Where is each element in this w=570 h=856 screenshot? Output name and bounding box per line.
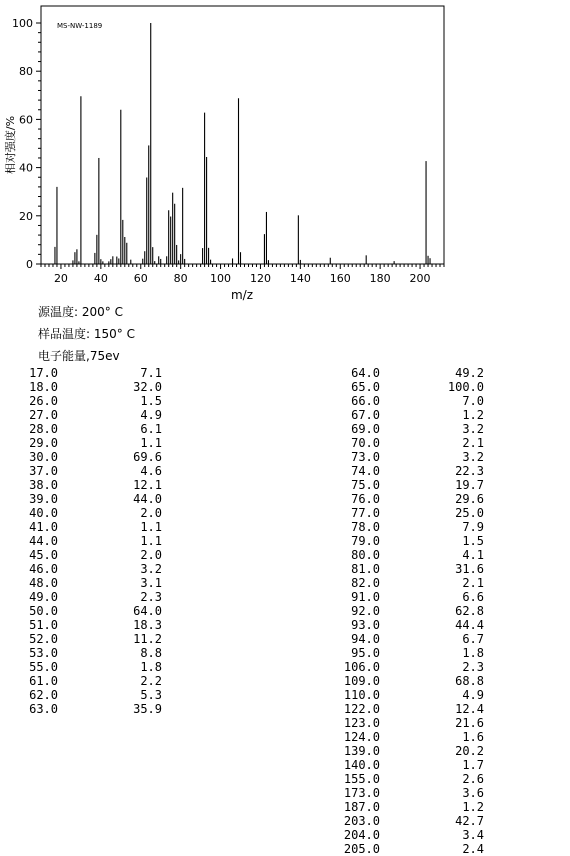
peak-mz: 106.0 bbox=[343, 660, 380, 674]
peak-mz: 203.0 bbox=[343, 814, 380, 828]
peak-row bbox=[334, 464, 484, 478]
peak-mz: 66.0 bbox=[351, 394, 380, 408]
spectrum-bars bbox=[55, 23, 430, 264]
peak-mz: 18.0 bbox=[29, 380, 58, 394]
peak-row bbox=[334, 674, 484, 688]
peak-row bbox=[334, 366, 484, 380]
peak-mz: 123.0 bbox=[343, 716, 380, 730]
peak-table-left bbox=[12, 366, 162, 716]
peak-mz: 80.0 bbox=[351, 548, 380, 562]
peak-mz: 55.0 bbox=[29, 660, 58, 674]
peak-mz: 73.0 bbox=[351, 450, 380, 464]
axis-ticks bbox=[12, 17, 444, 285]
x-tick-label: 180 bbox=[369, 272, 391, 285]
peak-mz: 122.0 bbox=[343, 702, 380, 716]
peak-intensity: 69.6 bbox=[133, 450, 162, 464]
peak-table-right bbox=[334, 366, 484, 856]
peak-row bbox=[334, 688, 484, 702]
x-tick-label: 80 bbox=[173, 272, 188, 285]
peak-row bbox=[334, 394, 484, 408]
peak-row bbox=[12, 520, 162, 534]
peak-row bbox=[334, 772, 484, 786]
peak-mz: 204.0 bbox=[343, 828, 380, 842]
sample-temperature: 样品温度: 150° C bbox=[38, 327, 135, 341]
peak-mz: 79.0 bbox=[351, 534, 380, 548]
peak-intensity: 62.8 bbox=[455, 604, 484, 618]
peak-row bbox=[334, 744, 484, 758]
peak-row bbox=[12, 422, 162, 436]
peak-mz: 62.0 bbox=[29, 688, 58, 702]
peak-row bbox=[334, 730, 484, 744]
peak-mz: 77.0 bbox=[351, 506, 380, 520]
peak-row bbox=[334, 604, 484, 618]
peak-intensity: 68.8 bbox=[455, 674, 484, 688]
peak-mz: 76.0 bbox=[351, 492, 380, 506]
plot-frame bbox=[41, 6, 444, 264]
peak-intensity: 22.3 bbox=[455, 464, 484, 478]
peak-intensity: 11.2 bbox=[133, 632, 162, 646]
peak-intensity: 1.6 bbox=[462, 730, 484, 744]
peak-intensity: 1.1 bbox=[140, 534, 162, 548]
x-axis-label: m/z bbox=[230, 288, 254, 302]
peak-intensity: 32.0 bbox=[133, 380, 162, 394]
peak-mz: 44.0 bbox=[29, 534, 58, 548]
peak-intensity: 1.5 bbox=[140, 394, 162, 408]
peak-mz: 81.0 bbox=[351, 562, 380, 576]
y-tick-label: 0 bbox=[26, 258, 33, 271]
peak-intensity: 64.0 bbox=[133, 604, 162, 618]
x-tick-label: 160 bbox=[329, 272, 351, 285]
peak-mz: 109.0 bbox=[343, 674, 380, 688]
peak-intensity: 3.2 bbox=[462, 450, 484, 464]
peak-mz: 95.0 bbox=[351, 646, 380, 660]
peak-row bbox=[334, 702, 484, 716]
peak-intensity: 20.2 bbox=[455, 744, 484, 758]
peak-intensity: 25.0 bbox=[455, 506, 484, 520]
peak-row bbox=[12, 590, 162, 604]
peak-row bbox=[334, 590, 484, 604]
peak-intensity: 2.0 bbox=[140, 548, 162, 562]
x-tick-label: 60 bbox=[133, 272, 148, 285]
peak-mz: 39.0 bbox=[29, 492, 58, 506]
peak-row bbox=[334, 842, 484, 856]
peak-mz: 50.0 bbox=[29, 604, 58, 618]
peak-mz: 27.0 bbox=[29, 408, 58, 422]
peak-mz: 205.0 bbox=[343, 842, 380, 856]
peak-intensity: 1.1 bbox=[140, 436, 162, 450]
peak-mz: 63.0 bbox=[29, 702, 58, 716]
x-tick-label: 140 bbox=[289, 272, 311, 285]
peak-intensity: 6.6 bbox=[462, 590, 484, 604]
peak-row bbox=[12, 464, 162, 478]
peak-intensity: 4.1 bbox=[462, 548, 484, 562]
y-tick-label: 80 bbox=[19, 65, 33, 79]
peak-mz: 82.0 bbox=[351, 576, 380, 590]
peak-intensity: 3.6 bbox=[462, 786, 484, 800]
peak-intensity: 21.6 bbox=[455, 716, 484, 730]
peak-row bbox=[334, 646, 484, 660]
peak-mz: 17.0 bbox=[29, 366, 58, 380]
peak-row bbox=[12, 702, 162, 716]
peak-mz: 46.0 bbox=[29, 562, 58, 576]
peak-intensity: 2.2 bbox=[140, 674, 162, 688]
peak-intensity: 18.3 bbox=[133, 618, 162, 632]
peak-mz: 74.0 bbox=[351, 464, 380, 478]
peak-mz: 52.0 bbox=[29, 632, 58, 646]
x-tick-label: 100 bbox=[210, 272, 232, 285]
peak-intensity: 49.2 bbox=[455, 366, 484, 380]
peak-row bbox=[334, 422, 484, 436]
peak-intensity: 29.6 bbox=[455, 492, 484, 506]
peak-mz: 51.0 bbox=[29, 618, 58, 632]
peak-intensity: 6.7 bbox=[462, 632, 484, 646]
peak-mz: 187.0 bbox=[343, 800, 380, 814]
peak-row bbox=[12, 548, 162, 562]
peak-mz: 67.0 bbox=[351, 408, 380, 422]
peak-intensity: 3.2 bbox=[140, 562, 162, 576]
peak-row bbox=[12, 674, 162, 688]
peak-mz: 49.0 bbox=[29, 590, 58, 604]
peak-row bbox=[334, 380, 484, 394]
peak-intensity: 1.8 bbox=[140, 660, 162, 674]
peak-mz: 48.0 bbox=[29, 576, 58, 590]
peak-row bbox=[12, 618, 162, 632]
peak-mz: 94.0 bbox=[351, 632, 380, 646]
peak-row bbox=[12, 660, 162, 674]
peak-mz: 29.0 bbox=[29, 436, 58, 450]
peak-intensity: 2.4 bbox=[462, 842, 484, 856]
x-tick-label: 120 bbox=[249, 272, 271, 285]
peak-mz: 64.0 bbox=[351, 366, 380, 380]
peak-row bbox=[12, 478, 162, 492]
peak-row bbox=[334, 450, 484, 464]
peak-intensity: 7.1 bbox=[140, 366, 162, 380]
source-temperature: 源温度: 200° C bbox=[38, 305, 123, 319]
peak-row bbox=[334, 814, 484, 828]
peak-mz: 70.0 bbox=[351, 436, 380, 450]
peak-row bbox=[334, 660, 484, 674]
peak-intensity: 3.4 bbox=[462, 828, 484, 842]
peak-row bbox=[12, 576, 162, 590]
peak-mz: 91.0 bbox=[351, 590, 380, 604]
peak-mz: 173.0 bbox=[343, 786, 380, 800]
peak-intensity: 42.7 bbox=[455, 814, 484, 828]
peak-mz: 92.0 bbox=[351, 604, 380, 618]
peak-row bbox=[334, 576, 484, 590]
peak-intensity: 12.4 bbox=[455, 702, 484, 716]
peak-intensity: 2.1 bbox=[462, 576, 484, 590]
peak-row bbox=[334, 478, 484, 492]
peak-mz: 61.0 bbox=[29, 674, 58, 688]
peak-row bbox=[334, 506, 484, 520]
peak-mz: 78.0 bbox=[351, 520, 380, 534]
peak-row bbox=[12, 366, 162, 380]
peak-mz: 28.0 bbox=[29, 422, 58, 436]
peak-row bbox=[334, 492, 484, 506]
peak-mz: 110.0 bbox=[343, 688, 380, 702]
peak-intensity: 1.2 bbox=[462, 408, 484, 422]
peak-intensity: 2.1 bbox=[462, 436, 484, 450]
peak-row bbox=[334, 618, 484, 632]
peak-row bbox=[334, 534, 484, 548]
y-tick-label: 20 bbox=[19, 209, 33, 223]
peak-mz: 139.0 bbox=[343, 744, 380, 758]
peak-intensity: 1.5 bbox=[462, 534, 484, 548]
peak-row bbox=[12, 492, 162, 506]
peak-mz: 37.0 bbox=[29, 464, 58, 478]
peak-mz: 40.0 bbox=[29, 506, 58, 520]
peak-mz: 38.0 bbox=[29, 478, 58, 492]
peak-intensity: 31.6 bbox=[455, 562, 484, 576]
peak-intensity: 2.3 bbox=[462, 660, 484, 674]
peak-intensity: 2.6 bbox=[462, 772, 484, 786]
peak-row bbox=[12, 408, 162, 422]
peak-mz: 140.0 bbox=[343, 758, 380, 772]
peak-row bbox=[12, 534, 162, 548]
peak-intensity: 44.4 bbox=[455, 618, 484, 632]
peak-row bbox=[334, 408, 484, 422]
peak-intensity: 7.0 bbox=[462, 394, 484, 408]
x-tick-label: 40 bbox=[93, 272, 108, 285]
peak-mz: 53.0 bbox=[29, 646, 58, 660]
peak-row bbox=[334, 520, 484, 534]
peak-intensity: 1.1 bbox=[140, 520, 162, 534]
peak-row bbox=[334, 758, 484, 772]
peak-row bbox=[334, 548, 484, 562]
peak-row bbox=[12, 604, 162, 618]
peak-intensity: 8.8 bbox=[140, 646, 162, 660]
electron-energy: 电子能量,75ev bbox=[38, 349, 120, 363]
peak-row bbox=[334, 436, 484, 450]
peak-intensity: 44.0 bbox=[133, 492, 162, 506]
peak-intensity: 100.0 bbox=[447, 380, 484, 394]
y-axis-label: 相对强度/% bbox=[4, 115, 17, 175]
peak-intensity: 12.1 bbox=[133, 478, 162, 492]
peak-row bbox=[334, 828, 484, 842]
peak-row bbox=[334, 800, 484, 814]
peak-mz: 45.0 bbox=[29, 548, 58, 562]
peak-intensity: 7.9 bbox=[462, 520, 484, 534]
peak-mz: 30.0 bbox=[29, 450, 58, 464]
peak-mz: 93.0 bbox=[351, 618, 380, 632]
peak-intensity: 19.7 bbox=[455, 478, 484, 492]
y-tick-label: 100 bbox=[12, 17, 33, 30]
peak-mz: 65.0 bbox=[351, 380, 380, 394]
peak-mz: 41.0 bbox=[29, 520, 58, 534]
peak-row bbox=[12, 506, 162, 520]
peak-row bbox=[12, 688, 162, 702]
peak-intensity: 6.1 bbox=[140, 422, 162, 436]
peak-mz: 155.0 bbox=[343, 772, 380, 786]
peak-intensity: 4.9 bbox=[140, 408, 162, 422]
x-tick-label: 200 bbox=[409, 272, 431, 285]
peak-mz: 75.0 bbox=[351, 478, 380, 492]
peak-intensity: 2.0 bbox=[140, 506, 162, 520]
spectrum-id-annotation: MS-NW-1189 bbox=[57, 22, 103, 30]
peak-row bbox=[334, 786, 484, 800]
peak-intensity: 4.9 bbox=[462, 688, 484, 702]
peak-mz: 69.0 bbox=[351, 422, 380, 436]
peak-row bbox=[12, 632, 162, 646]
peak-row bbox=[334, 716, 484, 730]
x-tick-label: 20 bbox=[53, 272, 68, 285]
peak-row bbox=[12, 450, 162, 464]
y-tick-label: 60 bbox=[19, 113, 33, 127]
peak-intensity: 2.3 bbox=[140, 590, 162, 604]
peak-row bbox=[12, 436, 162, 450]
peak-intensity: 3.2 bbox=[462, 422, 484, 436]
peak-mz: 124.0 bbox=[343, 730, 380, 744]
peak-row bbox=[12, 394, 162, 408]
peak-intensity: 1.2 bbox=[462, 800, 484, 814]
peak-row bbox=[334, 632, 484, 646]
y-tick-label: 40 bbox=[19, 161, 33, 175]
mass-spectrum-chart bbox=[0, 0, 570, 305]
peak-intensity: 1.8 bbox=[462, 646, 484, 660]
peak-intensity: 1.7 bbox=[462, 758, 484, 772]
peak-row bbox=[334, 562, 484, 576]
peak-intensity: 35.9 bbox=[133, 702, 162, 716]
peak-intensity: 3.1 bbox=[140, 576, 162, 590]
peak-row bbox=[12, 562, 162, 576]
peak-mz: 26.0 bbox=[29, 394, 58, 408]
peak-intensity: 5.3 bbox=[140, 688, 162, 702]
peak-row bbox=[12, 380, 162, 394]
peak-row bbox=[12, 646, 162, 660]
peak-intensity: 4.6 bbox=[140, 464, 162, 478]
